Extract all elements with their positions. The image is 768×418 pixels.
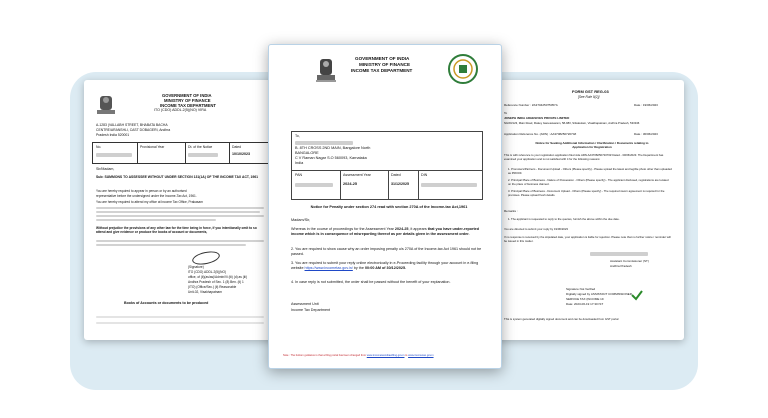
left-header-2: MINISTRY OF FINANCE bbox=[164, 98, 211, 103]
income-tax-logo-icon bbox=[447, 53, 479, 85]
right-app-ref: Application Reference No. (ARN) : AA370825072070Z bbox=[504, 132, 577, 136]
left-para-line-1: You are hereby required to appear in person or by an authorised bbox=[96, 189, 187, 193]
left-sig-5: (ITO) (Office/Sec.) (ii) Reasonable bbox=[188, 285, 237, 289]
left-table-label-no: No. bbox=[96, 145, 102, 149]
left-table-label-notice: Dt. of the Notice bbox=[188, 145, 213, 149]
right-to-name: JOSEPH INDIA ADHESIVES PRIVATE LIMITED bbox=[504, 116, 570, 120]
left-sig-1: (Signature) bbox=[188, 265, 204, 269]
center-para-4: 4. In case reply is not submitted, the order shall be passed without the benefit of your explanation. bbox=[291, 280, 451, 284]
center-para-3 bbox=[291, 261, 485, 271]
right-reason-3: 3. Principal Place of Business - Document Upload - Others (Please specify) - The required sworn agreement is required for the premises. Please upload fresh details. bbox=[508, 189, 665, 197]
right-remarks: Remarks : bbox=[504, 209, 518, 213]
left-address-3: Pradesh India 520001 bbox=[96, 133, 130, 137]
center-header-3: INCOME TAX DEPARTMENT bbox=[351, 68, 413, 73]
right-submit: You are directed to submit your reply by 19/06/2023 bbox=[504, 227, 568, 231]
right-sig-1: Signature Not Verified bbox=[566, 287, 596, 291]
right-footer: This is system generated digitally signed document and can be downloaded from GST portal bbox=[504, 317, 619, 321]
left-table-label-dated: Dated bbox=[232, 145, 242, 149]
right-sig-2: Digitally signed by ASSISTANT COMMISSIONER bbox=[566, 292, 632, 296]
center-address-2: BANGALORE bbox=[295, 151, 319, 155]
left-sig-2: ITO (CDO) ADDL.2(5)(NO) bbox=[188, 270, 227, 274]
right-ref-date: Date : 19/06/2023 bbox=[634, 103, 658, 107]
left-salutation: Sir/Madam, bbox=[96, 167, 115, 171]
para1-part-3: , it appears bbox=[408, 227, 428, 231]
gst-notice-page bbox=[492, 80, 684, 340]
left-header-4: ITO (CDO) ADDL.2(5)(NO) VIRA bbox=[154, 108, 207, 112]
right-reason-2: 2. Principal Place of Business - Nature of Possession - Others (Please specify) - The applicant disclosed, registrations are located on the place of business claimed. bbox=[508, 178, 669, 186]
center-salutation: Madam/Sir, bbox=[291, 218, 311, 222]
right-address: N0/A6/123, Main Road, Flakey Ganesavaram, 58-983, Srikakulam, Visakhapatnam, Andhra Pradesh, 533346 bbox=[504, 121, 640, 125]
right-reason-1: 1. Promoters/Partners - Document Upload - Others (Please specify) - Please upload the latest and legible photo other than uploaded as PROOF. bbox=[508, 167, 672, 175]
center-din-label: DIN bbox=[421, 173, 428, 177]
summons-notice-page bbox=[84, 80, 276, 340]
address-box bbox=[291, 131, 483, 171]
center-sig-1: Assessment Unit bbox=[291, 302, 319, 306]
right-notice-title: Notice for Seeking Additional Information / Clarification / Documents relating to Application for Registration bbox=[535, 141, 649, 149]
center-para-1 bbox=[291, 227, 485, 237]
penalty-notice-page bbox=[268, 44, 502, 369]
right-to: To bbox=[504, 111, 508, 115]
center-para-2: 2. You are required to show cause why an order imposing penalty u/s 270A of the Income-tax Act 1961 should not be passed. bbox=[291, 247, 482, 256]
left-para-line-2: representative before the undersigned under the Income-Tax Act, 1961. bbox=[96, 194, 197, 198]
center-ay-value: 2024-25 bbox=[343, 182, 357, 186]
right-remark-1: 1. The applicant is requested to reply to the queries, furnish the above within the due date. bbox=[508, 217, 620, 221]
left-para-bold: Without prejudice the provisions of any other law for the time being in force, if you intentionally omit to so attend and give evidence or produce the books of account or documents, bbox=[96, 226, 257, 235]
footer-note-text: Note : The bottom guidance is that a filing portal has been changed from bbox=[283, 354, 367, 357]
left-table-label-year: Provisional Year bbox=[140, 145, 165, 149]
left-subject: Sub: SUMMONS TO ASSESSEE WITHOUT UNDER SECTION 131(1A) OF THE INCOME TAX ACT, 1961 bbox=[96, 175, 259, 179]
left-header-3: INCOME TAX DEPARTMENT bbox=[160, 103, 216, 108]
center-sig-2: Income Tax Department bbox=[291, 308, 331, 312]
center-notice-title: Notice for Penalty under section 274 read with section 270A of the Income-tax Act,1961 bbox=[310, 205, 468, 209]
emblem-icon bbox=[313, 55, 339, 85]
emblem-icon bbox=[94, 92, 118, 118]
left-sig-6: Unit-02, Visakhapatnam bbox=[188, 290, 222, 294]
left-address-2: CENTRE/ARANSHLI, CAST DOBAGERI, Andhra bbox=[96, 128, 171, 132]
right-title: FORM GST REG-03 bbox=[572, 89, 609, 94]
right-sig-4: Date: 2023-06-19 17:30 IST bbox=[566, 302, 604, 306]
left-table-dated-value: 10/10/2023 bbox=[232, 152, 250, 156]
center-address-4: India bbox=[295, 161, 304, 165]
right-subtitle: [See Rule 9(2)] bbox=[578, 95, 600, 99]
left-sig-3: office, of (ii)(as/as)/Admin/Vi (iii) (d) as (iii) bbox=[188, 275, 248, 279]
right-ref: Reference Number : ZA370425075057A bbox=[504, 103, 558, 107]
center-to-label: To, bbox=[295, 134, 300, 138]
right-app-date: Date : 30/06/2023 bbox=[634, 132, 658, 136]
left-sig-4: Andhra Pradesh of Sec. 1 (8) Ben. (ii) 1 bbox=[188, 280, 244, 284]
center-dated-label: Dated bbox=[391, 173, 401, 177]
para1-part-1: Whereas in the course of proceedings for the Assessment Year bbox=[291, 227, 395, 231]
right-officer-1: Assistant Commissioner (ST) bbox=[610, 259, 649, 263]
center-pan-label: PAN bbox=[295, 173, 303, 177]
left-header-1: GOVERNMENT OF INDIA bbox=[162, 93, 212, 98]
right-officer-2: Andhra Pradesh bbox=[610, 264, 632, 268]
left-address-1: A-1283 (VALLABH STREET, BHABATA BACHA bbox=[96, 123, 168, 127]
right-para-last: If no response is received by the stipulated date, your application is liable for rejection. Please note that no further notice / reminder will be issued in this matter. bbox=[504, 235, 671, 243]
right-intro: This is with reference to your registration application filed vide ARN AA370825072070Z Dated - 30/06/2023. The Department has examined your application and is not satisfied with it for the following reasons: bbox=[504, 153, 664, 161]
center-header-1: GOVERNMENT OF INDIA bbox=[355, 56, 410, 61]
center-ay-label: Assessment Year bbox=[343, 173, 371, 177]
footer-new-link[interactable]: www.incometax.gov.in bbox=[408, 354, 434, 357]
center-footer-note bbox=[283, 355, 434, 358]
center-address-1: B. 8TH CROSS 2ND MAIN, Bangalore North bbox=[295, 146, 371, 150]
para1-part-4: that you have under-reported income which is in consequence of misreporting thereof as per details given in the assessment order. bbox=[291, 227, 479, 236]
pan-info-table bbox=[291, 170, 483, 200]
center-address-3: C V Raman Nagar S.O 560093, Karnataka bbox=[295, 156, 367, 160]
verified-check-icon bbox=[630, 288, 644, 302]
right-sig-3: SERVICE TAX (INCOME 19 bbox=[566, 297, 604, 301]
center-dated-value: 31/12/2025 bbox=[391, 182, 409, 186]
para1-year: 2024-25 bbox=[394, 227, 409, 231]
efiling-link[interactable]: https://www.incometax.gov.in/ bbox=[304, 265, 353, 270]
para3-text: 3. You are required to submit your reply online electronically in e-Proceeding facility through your account in e-filing website bbox=[291, 261, 479, 270]
para3-by: by the bbox=[352, 265, 365, 270]
footer-to: to bbox=[404, 354, 409, 357]
footer-old-link[interactable]: www.incometaxindiaefiling.gov.in bbox=[366, 354, 405, 357]
center-header-2: MINISTRY OF FINANCE bbox=[359, 62, 411, 67]
left-books-heading: Books of Accounts or documents to be produced bbox=[124, 301, 209, 305]
left-para-line-3: You are hereby required to attend my office at Income Tax Office, Prakasam bbox=[96, 200, 203, 204]
left-info-table bbox=[92, 142, 270, 164]
para3-deadline: 00:00 AM of 30/12/2025. bbox=[364, 265, 407, 270]
